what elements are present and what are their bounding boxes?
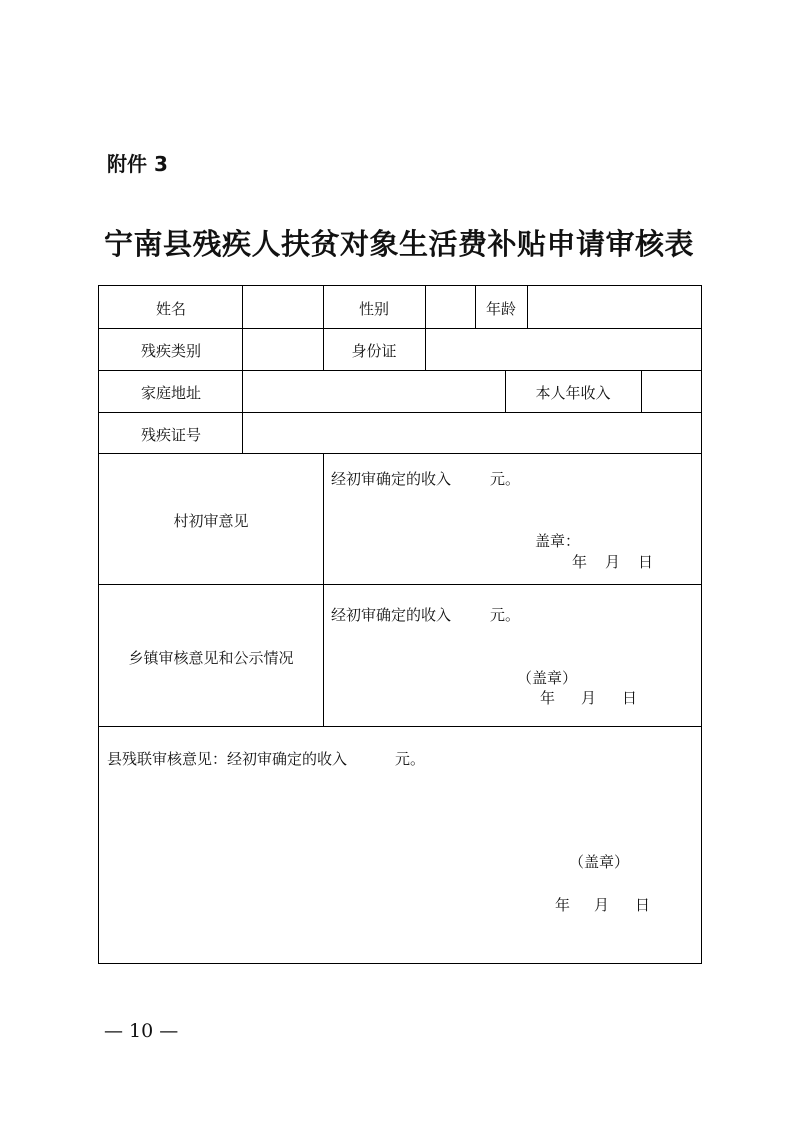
county-seal: （盖章） — [569, 853, 630, 871]
col-divider — [323, 453, 324, 726]
disability-cert-label: 残疾证号 — [140, 426, 202, 444]
row-divider — [99, 726, 701, 727]
col-divider — [425, 328, 426, 370]
application-form-table — [98, 285, 702, 964]
county-year: 年 — [555, 896, 571, 914]
col-divider — [242, 328, 243, 370]
col-divider — [323, 286, 324, 328]
row-divider — [99, 453, 701, 454]
col-divider — [641, 370, 642, 412]
page-title: 宁南县残疾人扶贫对象生活费补贴申请审核表 — [104, 227, 695, 261]
address-label: 家庭地址 — [140, 384, 202, 402]
village-month: 月 — [605, 553, 621, 571]
col-divider — [242, 286, 243, 328]
row-divider — [99, 370, 701, 371]
col-divider — [527, 286, 528, 328]
row-divider — [99, 584, 701, 585]
township-day: 日 — [622, 689, 638, 707]
id-card-label: 身份证 — [351, 342, 397, 360]
township-income-prefix: 经初审确定的收入 — [331, 606, 452, 624]
village-year: 年 — [572, 553, 588, 571]
col-divider — [475, 286, 476, 328]
county-income-unit: 元。 — [395, 750, 426, 768]
page-number: — 10 — — [104, 1020, 179, 1042]
row-divider — [99, 412, 701, 413]
township-month: 月 — [581, 689, 597, 707]
col-divider — [242, 370, 243, 412]
township-seal: （盖章） — [517, 669, 578, 687]
gender-label: 性别 — [358, 300, 390, 318]
township-year: 年 — [540, 689, 556, 707]
attachment-label: 附件 3 — [107, 152, 168, 176]
village-seal: 盖章： — [535, 532, 581, 550]
county-opinion-label: 县残联审核意见：经初审确定的收入 — [107, 750, 348, 768]
village-day: 日 — [638, 553, 654, 571]
col-divider — [323, 328, 324, 370]
col-divider — [242, 412, 243, 453]
age-label: 年龄 — [485, 300, 517, 318]
county-day: 日 — [635, 896, 651, 914]
village-opinion-label: 村初审意见 — [173, 512, 249, 530]
col-divider — [425, 286, 426, 328]
row-divider — [99, 328, 701, 329]
col-divider — [505, 370, 506, 412]
county-month: 月 — [594, 896, 610, 914]
township-income-unit: 元。 — [490, 606, 521, 624]
name-label: 姓名 — [155, 300, 187, 318]
township-opinion-label: 乡镇审核意见和公示情况 — [128, 649, 294, 667]
village-income-unit: 元。 — [490, 470, 521, 488]
annual-income-label: 本人年收入 — [535, 384, 611, 402]
disability-type-label: 残疾类别 — [140, 342, 202, 360]
village-income-prefix: 经初审确定的收入 — [331, 470, 452, 488]
